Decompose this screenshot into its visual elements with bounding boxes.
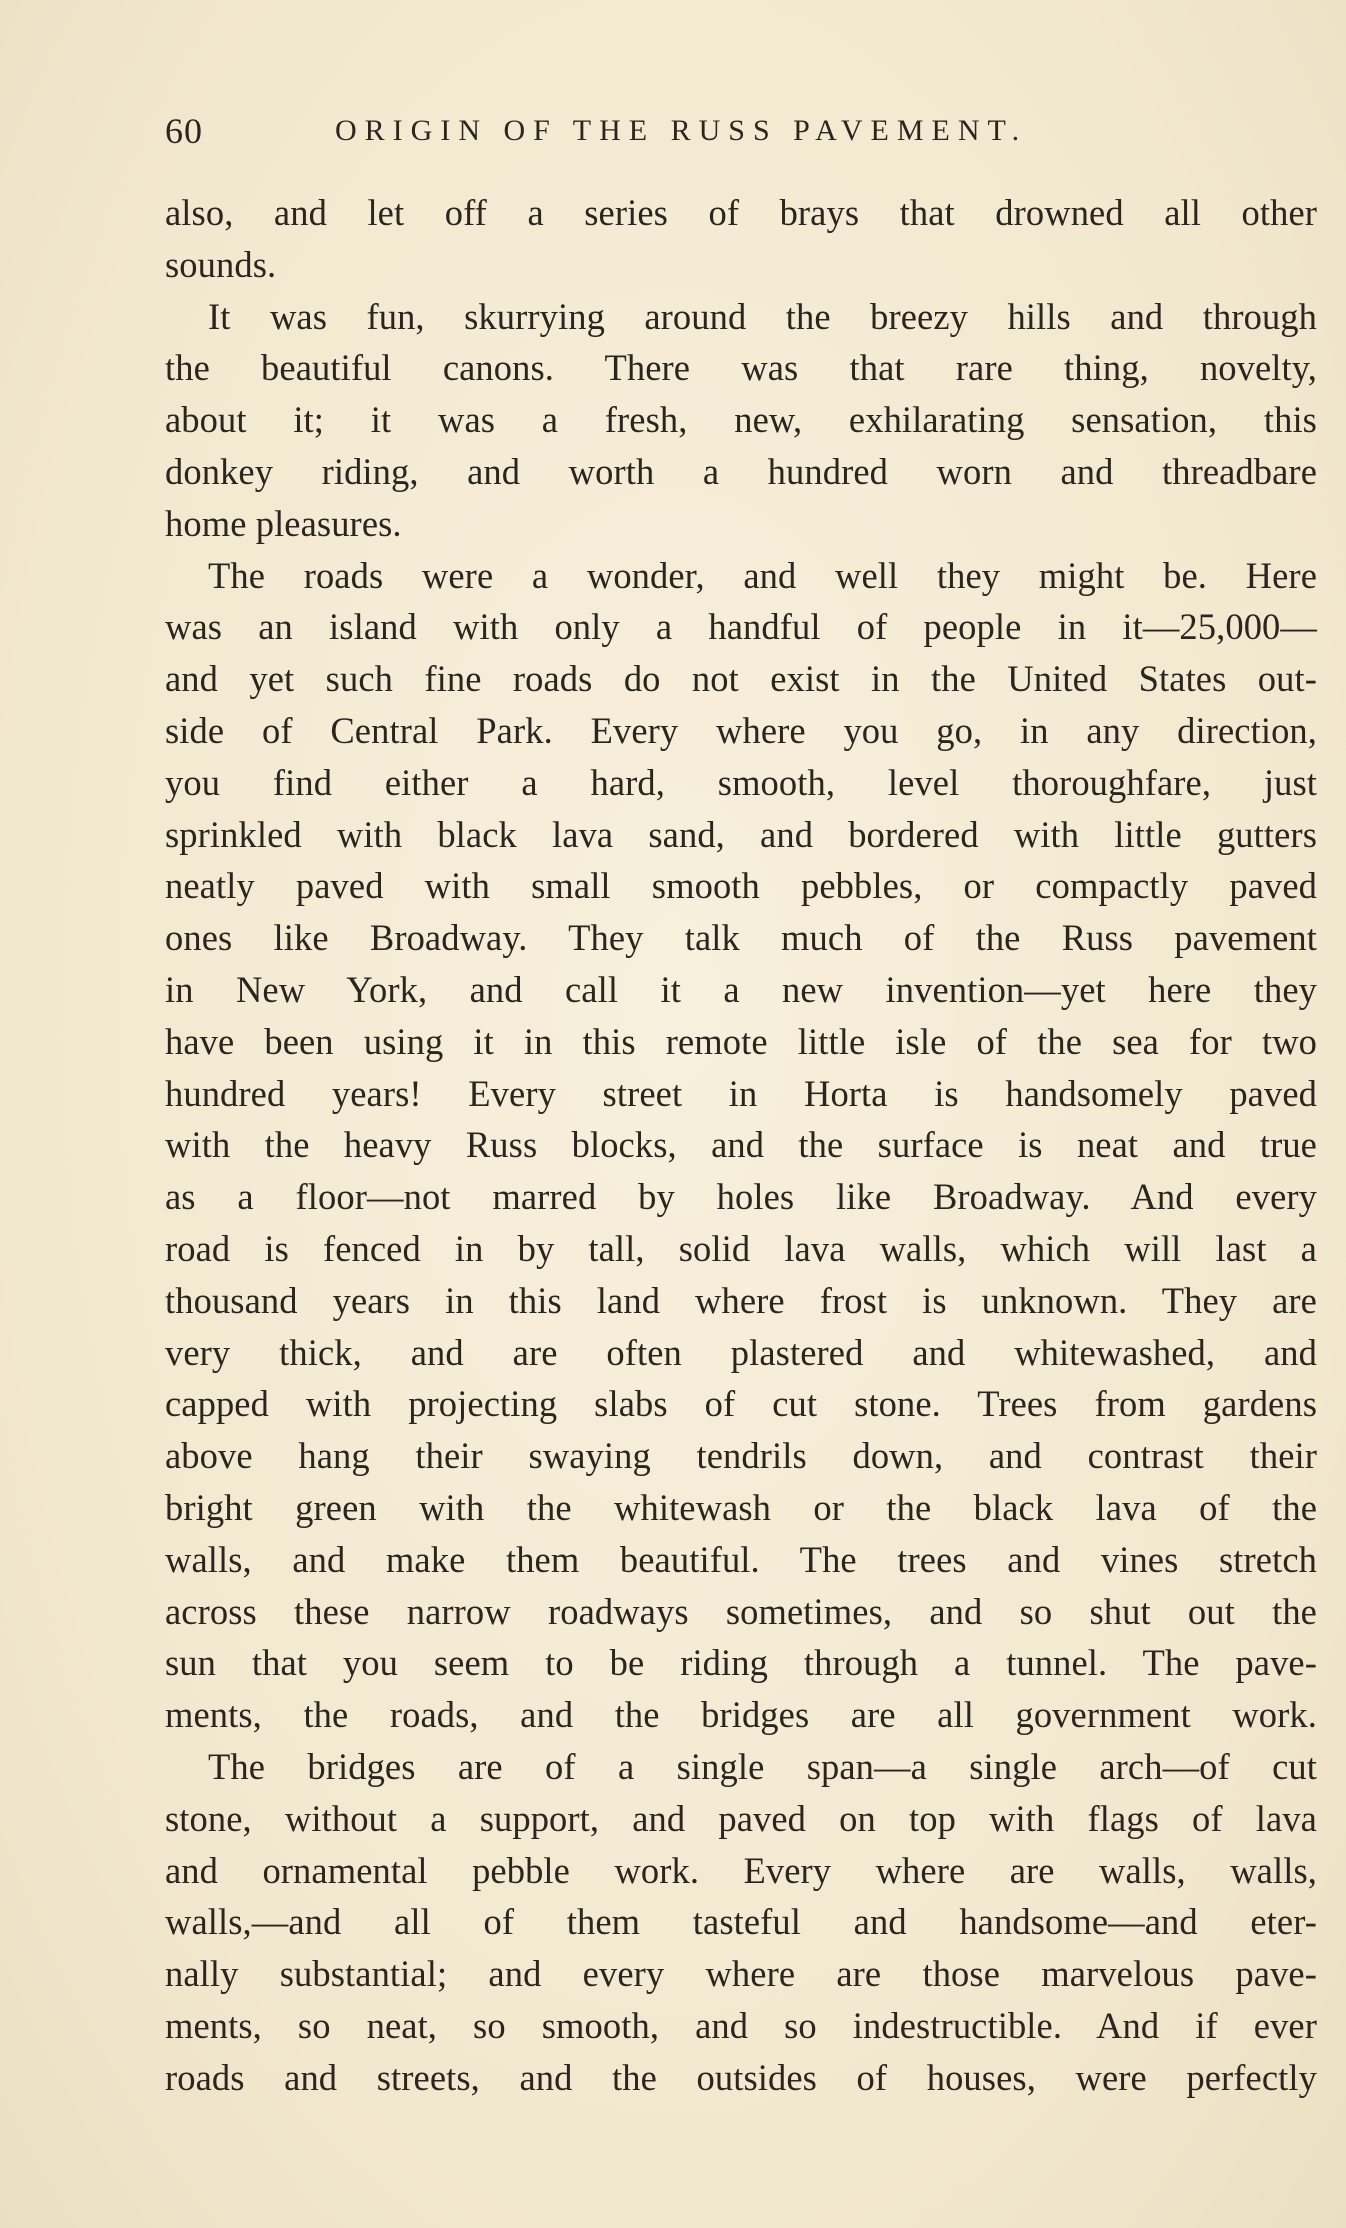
text-line: and ornamental pebble work. Every where are walls, walls, — [165, 1849, 1317, 1891]
text-line: ones like Broadway. They talk much of the Russ pavement — [165, 917, 1317, 959]
running-head: ORIGIN OF THE RUSS PAVEMENT. — [335, 114, 1028, 147]
text-line: The roads were a wonder, and well they might be. Here — [208, 554, 1317, 596]
text-line: as a floor—not marred by holes like Broadway. And every — [165, 1176, 1317, 1218]
text-line: The bridges are of a single span—a single arch—of cut — [208, 1745, 1317, 1787]
body-text — [165, 187, 1317, 2103]
text-line: very thick, and are often plastered and whitewashed, and — [165, 1331, 1317, 1373]
text-line: sprinkled with black lava sand, and bordered with little gutters — [165, 813, 1317, 855]
text-line: sounds. — [165, 243, 277, 285]
text-line: stone, without a support, and paved on top with flags of lava — [165, 1797, 1317, 1839]
text-line: bright green with the whitewash or the black lava of the — [165, 1486, 1317, 1528]
text-line: thousand years in this land where frost is unknown. They are — [165, 1279, 1317, 1321]
page-number: 60 — [165, 111, 203, 151]
text-line: walls, and make them beautiful. The trees and vines stretch — [165, 1538, 1317, 1580]
text-line: hundred years! Every street in Horta is handsomely paved — [165, 1072, 1317, 1114]
text-line: above hang their swaying tendrils down, and contrast their — [165, 1435, 1317, 1477]
text-line: home pleasures. — [165, 502, 402, 544]
text-line: with the heavy Russ blocks, and the surface is neat and true — [165, 1124, 1317, 1166]
text-line: ments, so neat, so smooth, and so indestructible. And if ever — [165, 2004, 1317, 2046]
text-line: across these narrow roadways sometimes, and so shut out the — [165, 1590, 1317, 1632]
text-line: neatly paved with small smooth pebbles, or compactly paved — [165, 865, 1317, 907]
text-line: the beautiful canons. There was that rare thing, novelty, — [165, 347, 1317, 389]
text-line: about it; it was a fresh, new, exhilarating sensation, this — [165, 399, 1317, 441]
text-line: was an island with only a handful of people in it—25,000— — [165, 606, 1317, 648]
text-line: ments, the roads, and the bridges are all government work. — [165, 1694, 1317, 1736]
text-line: nally substantial; and every where are those marvelous pave- — [165, 1953, 1317, 1995]
text-line: and yet such fine roads do not exist in the United States out- — [165, 658, 1317, 700]
text-line: also, and let off a series of brays that drowned all other — [165, 192, 1317, 233]
text-line: roads and streets, and the outsides of houses, were perfectly — [165, 2056, 1317, 2098]
page-header — [165, 110, 1155, 160]
text-line: walls,—and all of them tasteful and handsome—and eter- — [165, 1901, 1317, 1943]
text-line: side of Central Park. Every where you go, in any direction, — [165, 709, 1317, 751]
text-line: donkey riding, and worth a hundred worn and threadbare — [165, 450, 1317, 492]
text-line: It was fun, skurrying around the breezy hills and through — [208, 295, 1317, 337]
text-line: in New York, and call it a new invention—yet here they — [165, 968, 1317, 1010]
text-line: road is fenced in by tall, solid lava walls, which will last a — [165, 1227, 1317, 1269]
text-line: sun that you seem to be riding through a tunnel. The pave- — [165, 1642, 1317, 1684]
text-line: you find either a hard, smooth, level thoroughfare, just — [165, 761, 1317, 803]
text-line: have been using it in this remote little isle of the sea for two — [165, 1020, 1317, 1062]
text-line: capped with projecting slabs of cut stone. Trees from gardens — [165, 1383, 1317, 1425]
